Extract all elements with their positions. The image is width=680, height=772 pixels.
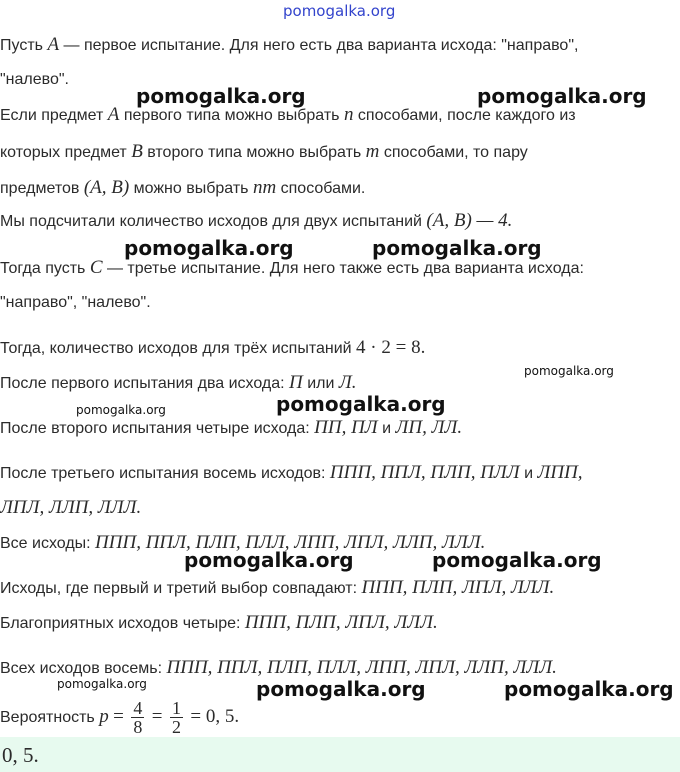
- text-line-11: После второго испытания четыре исхода: ПП, ПЛ и ЛП, ЛЛ.: [0, 417, 463, 438]
- text-line-6: Мы подсчитали количество исходов для двух испытаний (A, B) — 4.: [0, 210, 513, 231]
- text-line-8: "направо", "налево".: [0, 294, 151, 311]
- text-line-3: Если предмет A первого типа можно выбрать n способами, после каждого из: [0, 104, 576, 125]
- watermark: pomogalka.org: [524, 364, 614, 378]
- text-line-7: Тогда пусть C — третье испытание. Для него также есть два варианта исхода:: [0, 257, 584, 278]
- watermark: pomogalka.org: [276, 392, 446, 416]
- answer-value: 0, 5.: [2, 743, 39, 767]
- watermark: pomogalka.org: [372, 236, 542, 260]
- answer-box: [0, 737, 680, 772]
- fraction-1-2: $\frac{1}{2}$: [171, 698, 181, 738]
- watermark: pomogalka.org: [57, 677, 147, 691]
- text-line-12: После третьего испытания восемь исходов: ППП, ППЛ, ПЛП, ПЛЛ и ЛПП,: [0, 462, 583, 483]
- text-line-15: Исходы, где первый и третий выбор совпадают: ППП, ПЛП, ЛПЛ, ЛЛЛ.: [0, 577, 555, 598]
- text-line-1: Пусть A — первое испытание. Для него есть два варианта исхода: "направо",: [0, 34, 579, 55]
- text-line-14: Все исходы: ППП, ППЛ, ПЛП, ПЛЛ, ЛПП, ЛПЛ, ЛЛП, ЛЛЛ.: [0, 532, 486, 553]
- text-line-10: После первого испытания два исхода: П или Л.: [0, 372, 357, 393]
- probability-line: Вероятность p = $\frac{4}{8}$ = $\frac{1}{2}$ = 0, 5.: [0, 698, 240, 738]
- text-line-5: предметов (A, B) можно выбрать nm способами.: [0, 177, 366, 198]
- text-line-13: ЛПЛ, ЛЛП, ЛЛЛ.: [0, 497, 142, 518]
- text-line-9: Тогда, количество исходов для трёх испытаний 4 · 2 = 8.: [0, 337, 426, 358]
- fraction-4-8: $\frac{4}{8}$: [133, 698, 143, 738]
- watermark: pomogalka.org: [504, 677, 674, 701]
- watermark: pomogalka.org: [76, 403, 166, 417]
- text-line-16: Благоприятных исходов четыре: ППП, ПЛП, ЛПЛ, ЛЛЛ.: [0, 612, 438, 633]
- watermark: pomogalka.org: [432, 548, 602, 572]
- watermark: pomogalka.org: [124, 236, 294, 260]
- watermark: pomogalka.org: [136, 84, 306, 108]
- watermark: pomogalka.org: [184, 548, 354, 572]
- text-line-17: Всех исходов восемь: ППП, ППЛ, ПЛП, ПЛЛ, ЛПП, ЛПЛ, ЛЛП, ЛЛЛ.: [0, 657, 557, 678]
- watermark-top: pomogalka.org: [283, 2, 396, 20]
- watermark: pomogalka.org: [256, 677, 426, 701]
- text-line-2: "налево".: [0, 71, 69, 88]
- watermark: pomogalka.org: [477, 84, 647, 108]
- text-line-4: которых предмет B второго типа можно выбрать m способами, то пару: [0, 141, 528, 162]
